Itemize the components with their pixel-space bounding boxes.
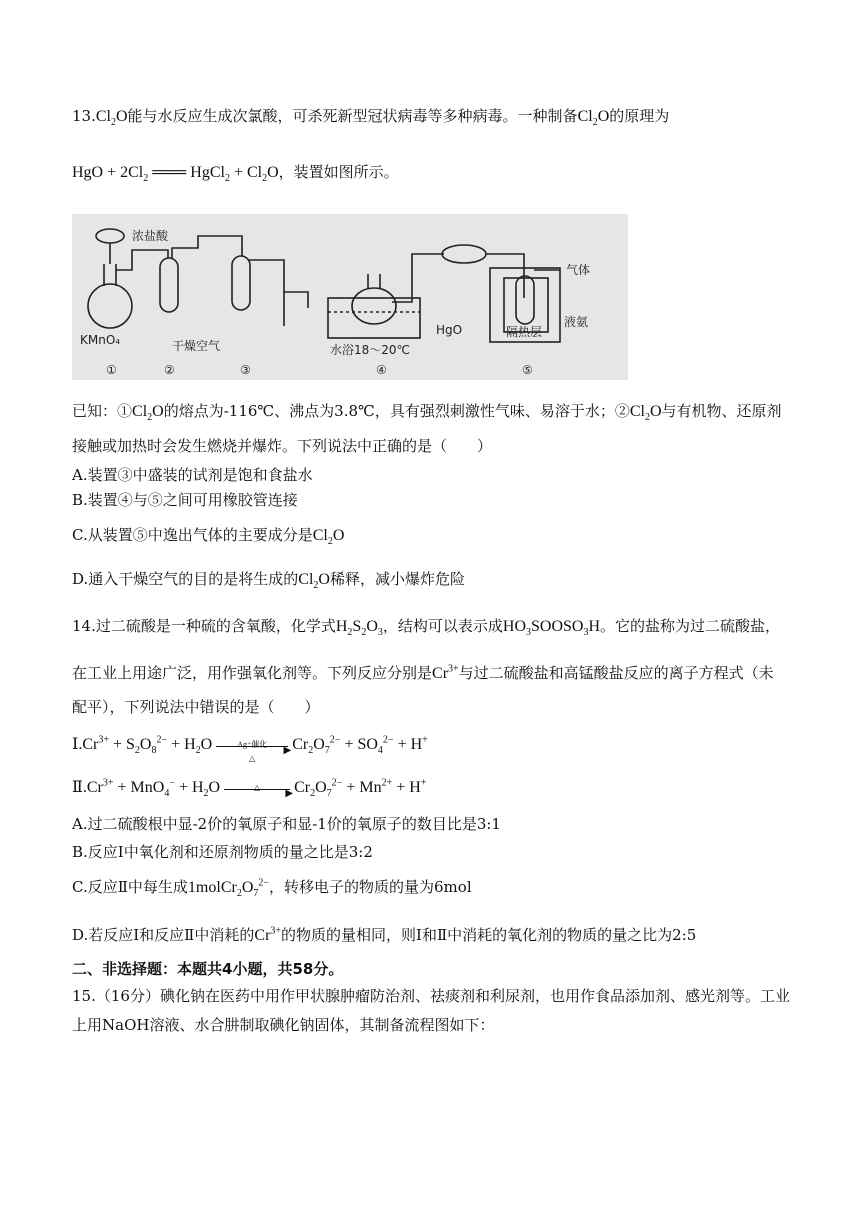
- apparatus-diagram: [72, 214, 628, 380]
- q14-reaction-2: $Ⅱ.Cr^{3+} + MnO_4^- + H_2O$ △ ▶ $Cr_2O_7^{2-} + Mn^{2+} + H^+$: [72, 777, 427, 800]
- label-insulation: 隔热层: [506, 325, 543, 339]
- section-2-title: 二、非选择题：本题共4小题，共58分。: [72, 960, 344, 978]
- reaction-2-arrow: △ ▶: [224, 787, 290, 790]
- label-gas: 气体: [566, 263, 591, 277]
- q14-line1: 14.过二硫酸是一种硫的含氧酸，化学式$H_2S_2O_3$，结构可以表示成$HO_3SOOSO_3H$。它的盐称为过二硫酸盐，: [72, 617, 781, 639]
- q14-line2: 在工业上用途广泛，用作强氧化剂等。下列反应分别是$Cr^{3+}$与过二硫酸盐和高锰酸盐反应的离子方程式（未: [72, 663, 774, 682]
- label-liquid-ammonia: 液氨: [564, 315, 589, 329]
- q13-reaction: HgO + $2Cl_2$ ═══ HgCl$_2$ + $Cl_2O$，装置如图所示。: [72, 163, 399, 185]
- q13-option-a: A.装置③中盛装的试剂是饱和食盐水: [72, 466, 313, 484]
- q13-known-line1: 已知：$①Cl_2O$的熔点为-116℃、沸点为3.8℃，具有强烈刺激性气味、易溶于水；$②Cl_2O$与有机物、还原剂: [72, 402, 782, 424]
- label-n2: ②: [164, 363, 175, 377]
- label-hgo: HgO: [436, 323, 463, 337]
- q13-line1: $13.Cl_2O$能与水反应生成次氯酸，可杀死新型冠状病毒等多种病毒。一种制备$Cl_2O$的原理为: [72, 107, 670, 129]
- q14-option-b: B.反应Ⅰ中氧化剂和还原剂物质的量之比是3:2: [72, 843, 373, 861]
- q13-option-c: C.从装置⑤中逸出气体的主要成分是$Cl_2O$: [72, 526, 345, 548]
- q13-option-b: B.装置④与⑤之间可用橡胶管连接: [72, 491, 298, 509]
- q15-line1: 15.（16分）碘化钠在医药中用作甲状腺肿瘤防治剂、祛痰剂和利尿剂，也用作食品添加剂、感光剂等。工业: [72, 987, 790, 1005]
- label-water-bath: 水浴18～20℃: [330, 343, 411, 357]
- label-kmno4: KMnO₄: [80, 333, 121, 347]
- q13-known-line2: 接触或加热时会发生燃烧并爆炸。下列说法中正确的是（ ）: [72, 437, 493, 455]
- q14-option-d: D.若反应Ⅰ和反应Ⅱ中消耗的$Cr^{3+}$的物质的量相同，则Ⅰ和Ⅱ中消耗的氧化剂的物质的量之比为2:5: [72, 925, 697, 944]
- q14-option-a: A.过二硫酸根中显-2价的氧原子和显-1价的氧原子的数目比是3:1: [72, 815, 501, 833]
- apparatus-figure: [72, 214, 628, 380]
- reaction-1-arrow: Ag⁺催化 ▶ △: [216, 744, 288, 747]
- label-n5: ⑤: [522, 363, 533, 377]
- q14-option-c: C.反应Ⅱ中每生成$1molCr_2O_7^{2-}$，转移电子的物质的量为6mol: [72, 877, 472, 900]
- label-dry-air: 干燥空气: [172, 339, 221, 353]
- label-n4: ④: [376, 363, 387, 377]
- q15-line2: 上用NaOH溶液、水合肼制取碘化钠固体，其制备流程图如下：: [72, 1016, 495, 1034]
- label-conc-hcl: 浓盐酸: [132, 229, 169, 243]
- q14-reaction-1: $Ⅰ.Cr^{3+} + S_2O_8^{2-} + H_2O$ Ag⁺催化 ▶ △ $Cr_2O_7^{2-} + SO_4^{2-} + H^+$: [72, 734, 428, 763]
- q14-line3: 配平），下列说法中错误的是（ ）: [72, 698, 320, 716]
- label-n1: ①: [106, 363, 117, 377]
- q13-option-d: D.通入干燥空气的目的是将生成的$Cl_2O$稀释，减小爆炸危险: [72, 570, 465, 592]
- label-n3: ③: [240, 363, 251, 377]
